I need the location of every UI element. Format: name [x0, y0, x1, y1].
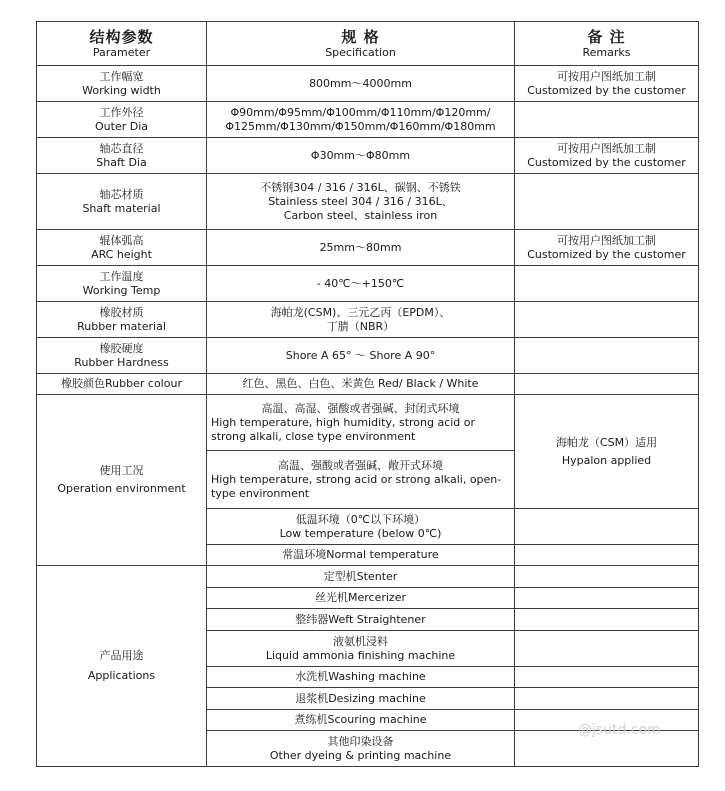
spec-cell: 海帕龙(CSM)、三元乙丙（EPDM）、 丁腈（NBR） [207, 302, 515, 338]
spec-cell: Φ30mm～Φ80mm [207, 138, 515, 174]
spec-cell: 其他印染设备 Other dyeing & printing machine [207, 731, 515, 767]
spec-cell: 高温、高湿、强酸或者强碱、封闭式环境 High temperature, high humidity, strong acid or strong alkali, close type environment [207, 395, 515, 451]
spec-cell: 不锈钢304 / 316 / 316L、碳钢、不锈铁 Stainless steel 304 / 316 / 316L、 Carbon steel、stainless iron [207, 174, 515, 230]
spec-cell: 800mm～4000mm [207, 66, 515, 102]
remark-hypalon: 海帕龙（CSM）适用 Hypalon applied [515, 395, 699, 509]
param-cell: 橡胶硬度 Rubber Hardness [37, 338, 207, 374]
row-shaft-material [37, 174, 699, 230]
spec-cell: 红色、黑色、白色、米黄色 Red/ Black / White [207, 374, 515, 395]
remark-cell [515, 588, 699, 609]
remark-cell [515, 566, 699, 588]
spec-cell: 煮练机Scouring machine [207, 710, 515, 731]
spec-cell: Φ90mm/Φ95mm/Φ100mm/Φ110mm/Φ120mm/ Φ125mm/Φ130mm/Φ150mm/Φ160mm/Φ180mm [207, 102, 515, 138]
param-cell: 工作幅宽 Working width [37, 66, 207, 102]
remark-cell [515, 338, 699, 374]
spec-cell: Shore A 65° ～ Shore A 90° [207, 338, 515, 374]
spec-cell: 丝光机Mercerizer [207, 588, 515, 609]
remark-cell [515, 374, 699, 395]
spec-cell: 低温环境（0℃以下环境） Low temperature (below 0℃) [207, 509, 515, 545]
param-cell: 轴芯材质 Shaft material [37, 174, 207, 230]
row-rubber-material [37, 302, 699, 338]
param-cell: 辊体弧高 ARC height [37, 230, 207, 266]
remark-cell [515, 631, 699, 667]
watermark: @jsutd.com [578, 722, 661, 738]
spec-cell: 水洗机Washing machine [207, 667, 515, 688]
row-application-1 [37, 566, 699, 588]
row-operation-1 [37, 395, 699, 451]
param-applications: 产品用途 Applications [37, 566, 207, 767]
spec-cell: 25mm～80mm [207, 230, 515, 266]
spec-cell: 整纬器Weft Straightener [207, 609, 515, 631]
header-specification: 规 格 Specification [207, 22, 515, 66]
param-cell: 橡胶材质 Rubber material [37, 302, 207, 338]
spec-cell: - 40℃～+150℃ [207, 266, 515, 302]
row-shaft-dia [37, 138, 699, 174]
remark-cell: 可按用户图纸加工制 Customized by the customer [515, 66, 699, 102]
remark-cell [515, 509, 699, 545]
remark-cell [515, 545, 699, 566]
spec-cell: 定型机Stenter [207, 566, 515, 588]
param-cell: 轴芯直径 Shaft Dia [37, 138, 207, 174]
row-working-width [37, 66, 699, 102]
remark-cell [515, 174, 699, 230]
remark-cell: 可按用户图纸加工制 Customized by the customer [515, 138, 699, 174]
spec-table [36, 21, 699, 767]
remark-cell [515, 688, 699, 710]
row-rubber-hardness [37, 338, 699, 374]
spec-cell: 高温、强酸或者强碱、敞开式环境 High temperature, strong acid or strong alkali, open-type environment [207, 451, 515, 509]
param-cell: 橡胶颜色Rubber colour [37, 374, 207, 395]
header-row [37, 22, 699, 66]
row-arc-height [37, 230, 699, 266]
remark-cell [515, 609, 699, 631]
remark-cell: 可按用户图纸加工制 Customized by the customer [515, 230, 699, 266]
spec-cell: 退浆机Desizing machine [207, 688, 515, 710]
row-rubber-colour [37, 374, 699, 395]
row-outer-dia [37, 102, 699, 138]
remark-cell [515, 102, 699, 138]
remark-cell [515, 667, 699, 688]
header-remarks: 备 注 Remarks [515, 22, 699, 66]
spec-cell: 液氨机浸料 Liquid ammonia finishing machine [207, 631, 515, 667]
param-cell: 工作温度 Working Temp [37, 266, 207, 302]
remark-cell [515, 266, 699, 302]
row-working-temp [37, 266, 699, 302]
header-parameter: 结构参数 Parameter [37, 22, 207, 66]
remark-cell [515, 302, 699, 338]
param-cell: 工作外径 Outer Dia [37, 102, 207, 138]
param-operation-environment: 使用工况 Operation environment [37, 395, 207, 566]
spec-cell: 常温环境Normal temperature [207, 545, 515, 566]
